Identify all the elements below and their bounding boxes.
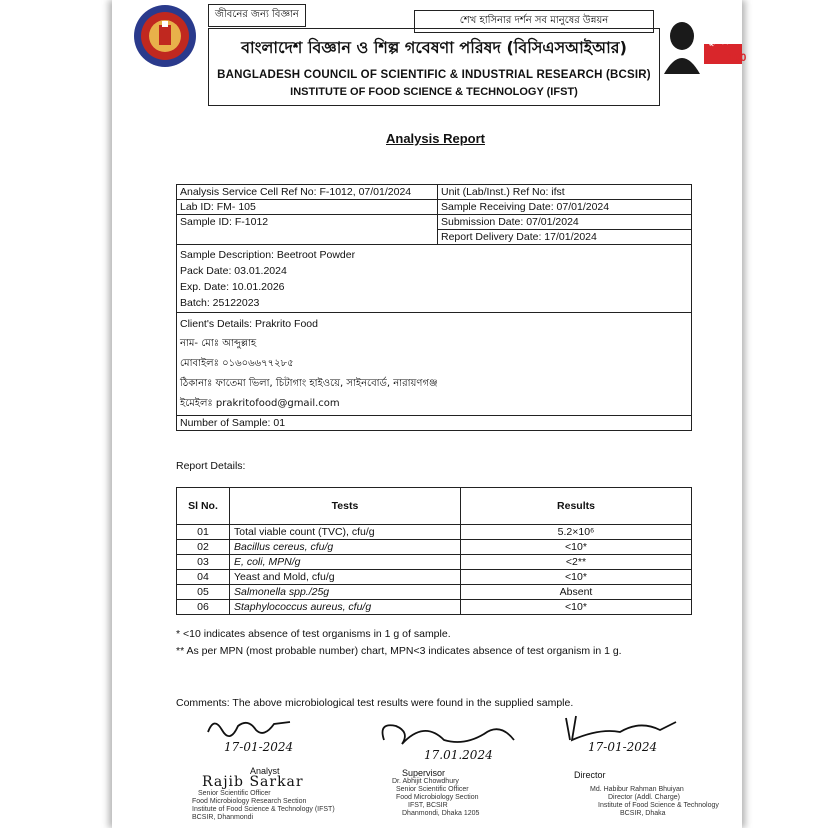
supervisor-inst: IFST, BCSIR [408,802,448,809]
analyst-org: BCSIR, Dhanmondi [192,814,254,821]
row-result: <10* [461,570,692,585]
sample-details-cell [177,245,692,313]
client-name: নাম- মোঃ আব্দুল্লাহ [180,338,257,349]
header-sl: Sl No. [177,488,230,525]
badge-number: 100 [728,52,747,64]
director-signature-icon [560,710,680,744]
batch: Batch: 25122023 [180,297,260,309]
row-test: E, coli, MPN/g [230,555,461,570]
report-page [112,0,747,828]
row-sl: 04 [177,570,230,585]
analyst-dept: Food Microbiology Research Section [192,798,307,805]
bcsir-seal-icon [132,3,198,69]
ref-no: Analysis Service Cell Ref No: F-1012, 07/01/2024 [177,185,438,200]
row-result: Absent [461,585,692,600]
director-date: 17-01-2024 [588,740,658,754]
unit-ref: Unit (Lab/Inst.) Ref No: ifst [438,185,692,200]
director-org: BCSIR, Dhaka [620,810,666,817]
client: Client's Details: Prakrito Food [180,318,318,330]
table-row [177,570,692,585]
director-role: Director [574,770,606,780]
delivery-date: Report Delivery Date: 17/01/2024 [438,230,692,245]
sample-id: Sample ID: F-1012 [177,215,438,245]
row-test: Total viable count (TVC), cfu/g [230,525,461,540]
row-result: <10* [461,540,692,555]
header-results: Results [461,488,692,525]
supervisor-date: 17.01.2024 [424,748,493,762]
client-mobile: মোবাইলঃ ০১৬০৬৬৭৭২৮৫ [180,358,294,369]
slogan-right: শেখ হাসিনার দর্শন সব মানুষের উন্নয়ন [414,10,654,33]
results-table [176,487,692,615]
header-box [208,28,660,106]
row-test: Salmonella spp./25g [230,585,461,600]
table-row [177,585,692,600]
receiving-date: Sample Receiving Date: 07/01/2024 [438,200,692,215]
slogan-left: জীবনের জন্য বিজ্ঞান [208,4,306,27]
note-1: * <10 indicates absence of test organisms in 1 g of sample. [176,628,451,640]
analyst-inst: Institute of Food Science & Technology (IFST) [192,806,335,813]
table-row [177,525,692,540]
report-details-label: Report Details: [176,460,246,472]
info-table [176,184,692,431]
row-result: <10* [461,600,692,615]
header-tests: Tests [230,488,461,525]
analyst-role: Analyst [250,766,280,776]
comments: Comments: The above microbiological test results were found in the supplied sample. [176,697,574,709]
submission-date: Submission Date: 07/01/2024 [438,215,692,230]
row-result: <2** [461,555,692,570]
table-row [177,540,692,555]
org-name-en: BANGLADESH COUNCIL OF SCIENTIFIC & INDUSTRIAL RESEARCH (BCSIR) [217,69,651,81]
supervisor-role: Supervisor [402,768,446,778]
row-test: Bacillus cereus, cfu/g [230,540,461,555]
client-details-cell [177,313,692,416]
client-email: ইমেইলঃ prakritofood@gmail.com [180,398,340,409]
portrait-badge-icon [660,14,742,74]
analyst-title: Senior Scientific Officer [198,790,271,797]
supervisor-name: Dr. Abhijit Chowdhury [392,778,459,785]
director-inst: Institute of Food Science & Technology [598,802,719,809]
supervisor-dept: Food Microbiology Section [396,794,479,801]
results-header-row [177,488,692,525]
org-name-bn: বাংলাদেশ বিজ্ঞান ও শিল্প গবেষণা পরিষদ (বিসিএসআইআর) [241,38,627,57]
badge-text: মুজিব [708,37,729,47]
analyst-signature-icon [204,712,294,742]
exp-date: Exp. Date: 10.01.2026 [180,281,285,293]
supervisor-title: Senior Scientific Officer [396,786,469,793]
pack-date: Pack Date: 03.01.2024 [180,265,287,277]
row-sl: 01 [177,525,230,540]
supervisor-org: Dhanmondi, Dhaka 1205 [402,810,480,817]
analyst-date: 17-01-2024 [224,740,294,754]
institute-name: INSTITUTE OF FOOD SCIENCE & TECHNOLOGY (IFST) [290,86,578,98]
number-of-sample: Number of Sample: 01 [177,416,692,431]
director-name: Md. Habibur Rahman Bhuiyan [590,786,684,793]
client-address: ঠিকানাঃ ফাতেমা ভিলা, চিটাগাং হাইওয়ে, সাইনবোর্ড, নারায়ণগঞ্জ [180,378,438,389]
note-2: ** As per MPN (most probable number) chart, MPN<3 indicates absence of test organism in 1 g. [176,645,622,657]
row-sl: 02 [177,540,230,555]
row-result: 5.2×10⁶ [461,525,692,540]
director-title: Director (Addl. Charge) [608,794,680,801]
row-test: Yeast and Mold, cfu/g [230,570,461,585]
table-row [177,600,692,615]
report-title: Analysis Report [386,131,485,146]
table-row [177,555,692,570]
sample-description: Sample Description: Beetroot Powder [180,249,356,261]
row-test: Staphylococcus aureus, cfu/g [230,600,461,615]
row-sl: 03 [177,555,230,570]
row-sl: 05 [177,585,230,600]
row-sl: 06 [177,600,230,615]
lab-id: Lab ID: FM- 105 [177,200,438,215]
analyst-name: Rajib Sarkar [202,774,304,790]
